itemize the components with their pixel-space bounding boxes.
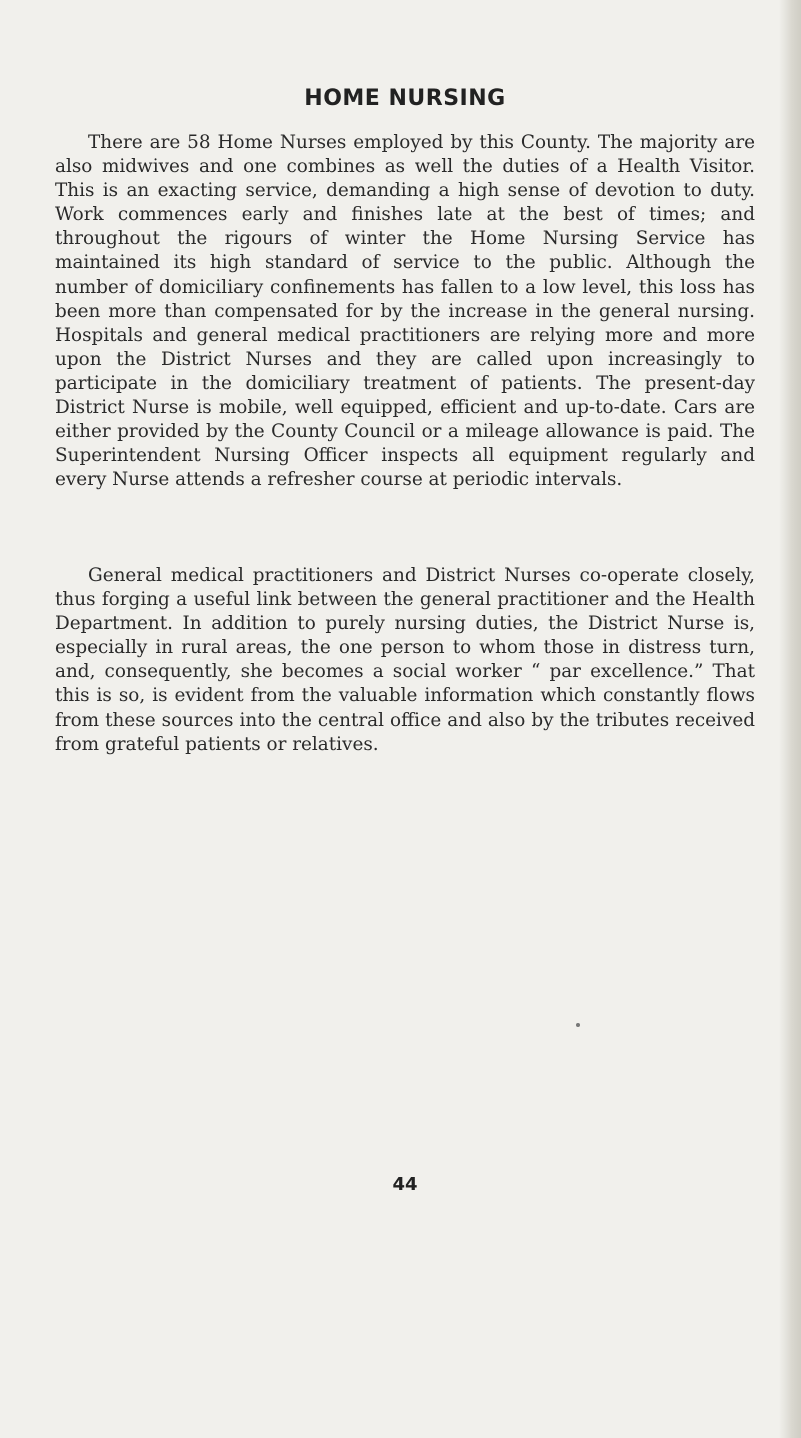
- page-number: 44: [392, 1174, 418, 1195]
- paragraph-practitioners: General medical practitioners and District Nurses co-operate closely, thus forging a useful link between the general practitioner and the Health Department. In addition to purely nursing duties, the District Nurse is, especially in rural areas, the one person to whom those in distress turn, and, consequently, she becomes a social worker “ par excellence.” That this is so, is evident from the valuable information which constantly flows from these sources into the central office and also by the tributes received from grateful patients or relatives.: [55, 565, 755, 755]
- page-content: [55, 0, 755, 1438]
- page-heading: HOME NURSING: [304, 86, 506, 111]
- paper-speck: [576, 1023, 580, 1027]
- page-edge-shadow: [779, 0, 801, 1438]
- paragraph-home-nurses: There are 58 Home Nurses employed by this County. The majority are also midwives and one combines as well the duties of a Health Visitor. This is an exacting service, demanding a high sense of devotion to duty. Work commences early and finishes late at the best of times; and throughout the rigours of winter the Home Nursing Service has maintained its high standard of service to the public. Although the number of domiciliary confinements has fallen to a low level, this loss has been more than compensated for by the increase in the general nursing. Hospitals and general medical practitioners are relying more and more upon the District Nurses and they are called upon increasingly to participate in the domiciliary treatment of patients. The present-day District Nurse is mobile, well equipped, efficient and up-to-date. Cars are either provided by the County Council or a mileage allowance is paid. The Superintendent Nursing Officer inspects all equipment regularly and every Nurse attends a refresher course at periodic intervals.: [55, 132, 755, 491]
